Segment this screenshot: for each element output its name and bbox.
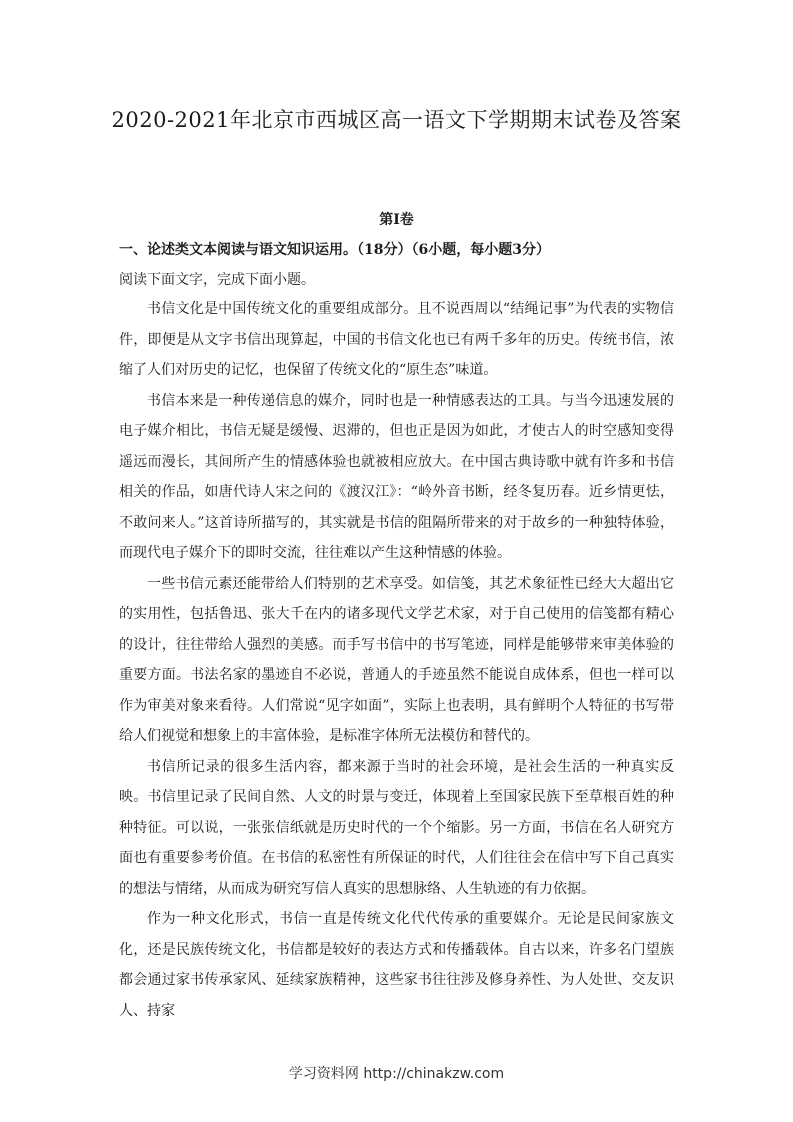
passage-paragraph-3: 一些书信元素还能带给人们特别的艺术享受。如信笺，其艺术象征性已经大大超出它的实用性，包括鲁迅、张大千在内的诸多现代文学艺术家，对于自己使用的信笺都有精心的设计，往往带给人强烈的美感。而手写书信中的书写笔迹，同样是能够带来审美体验的重要方面。书法名家的墨迹自不必说，普通人的手迹虽然不能说自成体系，但也一样可以作为审美对象来看待。人们常说“见字如面”，实际上也表明，具有鲜明个人特征的书写带给人们视觉和想象上的丰富体验，是标准字体所无法模仿和替代的。	[119, 575, 674, 744]
passage-paragraph-4: 书信所记录的很多生活内容，都来源于当时的社会环境，是社会生活的一种真实反映。书信里记录了民间自然、人文的时景与变迁，体现着上至国家民族下至草根百姓的种种特征。可以说，一张张信纸就是历史时代的一个个缩影。另一方面，书信在名人研究方面也有重要参考价值。在书信的私密性有所保证的时代，人们往往会在信中写下自己真实的想法与情绪，从而成为研究写信人真实的思想脉络、人生轨迹的有力依据。	[119, 758, 674, 897]
footer-watermark: 学习资料网 http://chinakzw.com	[288, 1066, 505, 1082]
reading-instruction: 阅读下面文字，完成下面小题。	[119, 272, 315, 288]
document-title: 2020-2021年北京市西城区高一语文下学期期末试卷及答案	[111, 108, 682, 132]
passage-paragraph-2: 书信本来是一种传递信息的媒介，同时也是一种情感表达的工具。与当今迅速发展的电子媒介相比，书信无疑是缓慢、迟滞的，但也正是因为如此，才使古人的时空感知变得遥远而漫长，其间所产生的情感体验也就被相应放大。在中国古典诗歌中就有许多和书信相关的作品，如唐代诗人宋之问的《渡汉江》：“岭外音书断，经冬复历春。近乡情更怯，不敢问来人。”这首诗所描写的，其实就是书信的阻隔所带来的对于故乡的一种独特体验，而现代电子媒介下的即时交流，往往难以产生这种情感的体验。	[119, 392, 674, 561]
section-heading: 一、论述类文本阅读与语文知识运用。（18分）（6小题，每小题3分）	[119, 242, 550, 258]
volume-label: 第Ⅰ卷	[379, 212, 414, 228]
passage-paragraph-5: 作为一种文化形式，书信一直是传统文化代代传承的重要媒介。无论是民间家族文化，还是民族传统文化，书信都是较好的表达方式和传播载体。自古以来，许多名门望族都会通过家书传承家风、延续家族精神，这些家书往往涉及修身养性、为人处世、交友识人、持家	[119, 911, 674, 1019]
passage-body	[119, 294, 674, 1026]
passage-paragraph-1: 书信文化是中国传统文化的重要组成部分。且不说西周以“结绳记事”为代表的实物信件，即便是从文字书信出现算起，中国的书信文化也已有两千多年的历史。传统书信，浓缩了人们对历史的记忆，也保留了传统文化的“原生态”味道。	[119, 301, 674, 378]
